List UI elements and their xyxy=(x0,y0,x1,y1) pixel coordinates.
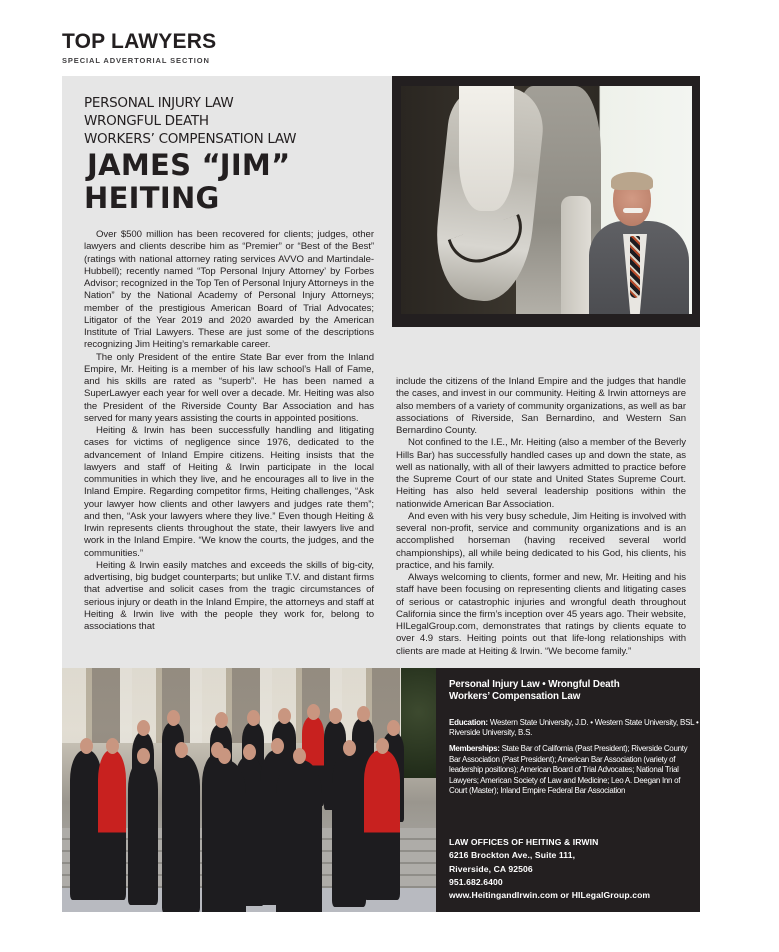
person-silhouette xyxy=(276,760,322,912)
horse-leg-shape xyxy=(561,196,591,314)
man-hair-shape xyxy=(611,172,653,190)
article-paragraph: Always welcoming to clients, former and new, Mr. Heiting and his staff have been focusing on representing clients and litigating cases of serious or catastrophic injuries and wrongful death throughout California since the firm’s inception over 45 years ago. Their website, HILegalGroup.com, demonstrates that ratings by clients equate to over 4.9 stars. Heiting points out that life-long relationships with clients are made at Heiting & Irwin. “We become family.” xyxy=(396,572,686,657)
education-label: Education: xyxy=(449,718,488,727)
person-silhouette xyxy=(98,750,126,900)
article-column-right xyxy=(396,376,686,658)
person-face xyxy=(271,738,284,754)
practice-area: WRONGFUL DEATH xyxy=(84,113,209,129)
memberships-label: Memberships: xyxy=(449,744,500,753)
person-face xyxy=(137,720,150,736)
article-paragraph: include the citizens of the Inland Empire and the judges that handle the cases, and invest in our community. Heiting & Irwin attorneys are also members of a variety of community organizations, as well as bar associations of Riverside, San Bernardino, and Western San Bernardino County. xyxy=(396,376,686,436)
person-silhouette xyxy=(202,760,246,912)
tree-shape xyxy=(401,668,436,778)
horse-mane-shape xyxy=(459,86,514,211)
portrait-photo xyxy=(401,86,692,314)
person-face xyxy=(307,704,320,720)
attorney-name-line1: JAMES “JIM” xyxy=(87,148,291,182)
firm-practice-areas-line1: Personal Injury Law • Wrongful Death xyxy=(449,679,620,690)
article-paragraph: Heiting & Irwin easily matches and exceeds the skills of big-city, advertising, big budget counterparts; but unlike T.V. and distant firms that advertise and solicit cases from the tragic circumstances of serious injury or death in the Inland Empire, the attorneys and staff at Heiting & Irwin live with the people they work for, belong to associations that xyxy=(84,559,374,632)
firm-name: LAW OFFICES OF HEITING & IRWIN xyxy=(449,837,599,847)
person-face xyxy=(167,710,180,726)
person-face xyxy=(343,740,356,756)
person-face xyxy=(329,708,342,724)
firm-info-panel xyxy=(436,668,700,912)
person-face xyxy=(387,720,400,736)
article-paragraph: Not confined to the I.E., Mr. Heiting (also a member of the Beverly Hills Bar) has successfully handled cases up and down the state, as well as nationally, with all of their lawyers admitted to practice before the Supreme Court of our state and United States Supreme Court. Heiting has also held several leadership positions within the nationwide American Bar Association. xyxy=(396,437,686,510)
article-paragraph: The only President of the entire State Bar ever from the Inland Empire, Mr. Heiting is a member of his law school’s Hall of Fame, and his skills are rated as “superb”. He has been named a SuperLawyer each year for well over a decade. Mr. Heiting was also the President of the Riverside County Bar Association and has served for many years assisting the courts in appointed positions. xyxy=(84,351,374,424)
firm-practice-areas-line2: Workers’ Compensation Law xyxy=(449,691,581,703)
person-face xyxy=(357,706,370,722)
group-photo xyxy=(62,668,436,912)
portrait-photo-frame xyxy=(392,76,700,327)
person-face xyxy=(376,738,389,754)
man-tie-shape xyxy=(630,236,640,298)
person-face xyxy=(293,748,306,764)
person-face xyxy=(175,742,188,758)
attorney-name-line2: HEITING xyxy=(84,181,220,215)
person-face xyxy=(137,748,150,764)
firm-contact xyxy=(449,836,650,902)
person-face xyxy=(218,748,231,764)
person-face xyxy=(278,708,291,724)
practice-areas-heading xyxy=(84,94,296,148)
memberships-text xyxy=(449,744,699,797)
firm-address-line1: 6216 Brockton Ave., Suite 111, xyxy=(449,850,576,861)
firm-phone: 951.682.6400 xyxy=(449,876,503,887)
article-column-left xyxy=(84,229,374,633)
education-value: Western State University, J.D. • Western State University, BSL • Riverside University, B.S. xyxy=(449,718,699,737)
person-face xyxy=(243,744,256,760)
person-face xyxy=(106,738,119,754)
person-silhouette xyxy=(332,752,366,907)
attorney-name xyxy=(84,149,290,215)
person-face xyxy=(215,712,228,728)
article-paragraph: Over $500 million has been recovered for clients; judges, other lawyers and clients describe him as “Premier” or “Best of the Best” (ratings with national attorney rating services AVVO and Martindale-Hubbell); recently named “Top Personal Injury Attorney’ by Forbes Advisor; recognized in the Top Ten of Personal Injury Attorneys in the Nation” by the National Academy of Personal Injury Attorneys; member of the prestigious American Board of Trial Advocates; Litigator of the Year 2019 and 2020 awarded by the American Institute of Trial Lawyers. These are just some of the descriptions recognizing Jim Heiting’s remarkable career. xyxy=(84,229,374,351)
firm-address-line2: Riverside, CA 92506 xyxy=(449,863,533,874)
education-text xyxy=(449,718,699,738)
person-silhouette xyxy=(364,750,400,900)
article-paragraph: Heiting & Irwin has been successfully handling and litigating cases for victims of negligence since 1976, dedicated to the advancement of Inland Empire citizens. Heiting insists that the lawyers and staff of Heiting & Irwin participate in the local communities in which they live, and he encourages all to live in the Inland Empire. Regarding competitor firms, Heiting challenges, “Ask your lawyer how clients and other lawyers and judges rate them”; and then, “Ask your lawyers where they live.” Even though Heiting & Irwin represents clients throughout the state, their lawyers live and work in the Inland Empire. “We know the courts, the judges, and the communities.” xyxy=(84,425,374,559)
section-title: TOP LAWYERS xyxy=(62,30,217,53)
person-face xyxy=(80,738,93,754)
person-face xyxy=(247,710,260,726)
person-silhouette xyxy=(162,754,200,912)
practice-area: PERSONAL INJURY LAW xyxy=(84,95,234,111)
firm-practice-areas xyxy=(449,679,620,703)
person-silhouette xyxy=(128,760,158,905)
section-subtitle: SPECIAL ADVERTORIAL SECTION xyxy=(62,56,210,65)
article-paragraph: And even with his very busy schedule, Jim Heiting is involved with several non-profit, service and community organizations and is an accomplished horseman (having received several world championships), all while being dedicated to his God, his clients, his practice, and his family. xyxy=(396,510,686,571)
practice-area: WORKERS’ COMPENSATION LAW xyxy=(84,131,297,147)
memberships-value: State Bar of California (Past President); Riverside County Bar Association (Past President); American Bar Association (variety of leadership positions); American Board of Trial Advocates; National Trial Lawyers; American Society of Law and Medicine; Leo A. Deegan Inn of Court (Master); Inland Empire Federal Bar Association xyxy=(449,744,688,796)
firm-websites: www.HeitingandIrwin.com or HILegalGroup.com xyxy=(449,890,651,901)
man-mustache-shape xyxy=(623,208,643,213)
